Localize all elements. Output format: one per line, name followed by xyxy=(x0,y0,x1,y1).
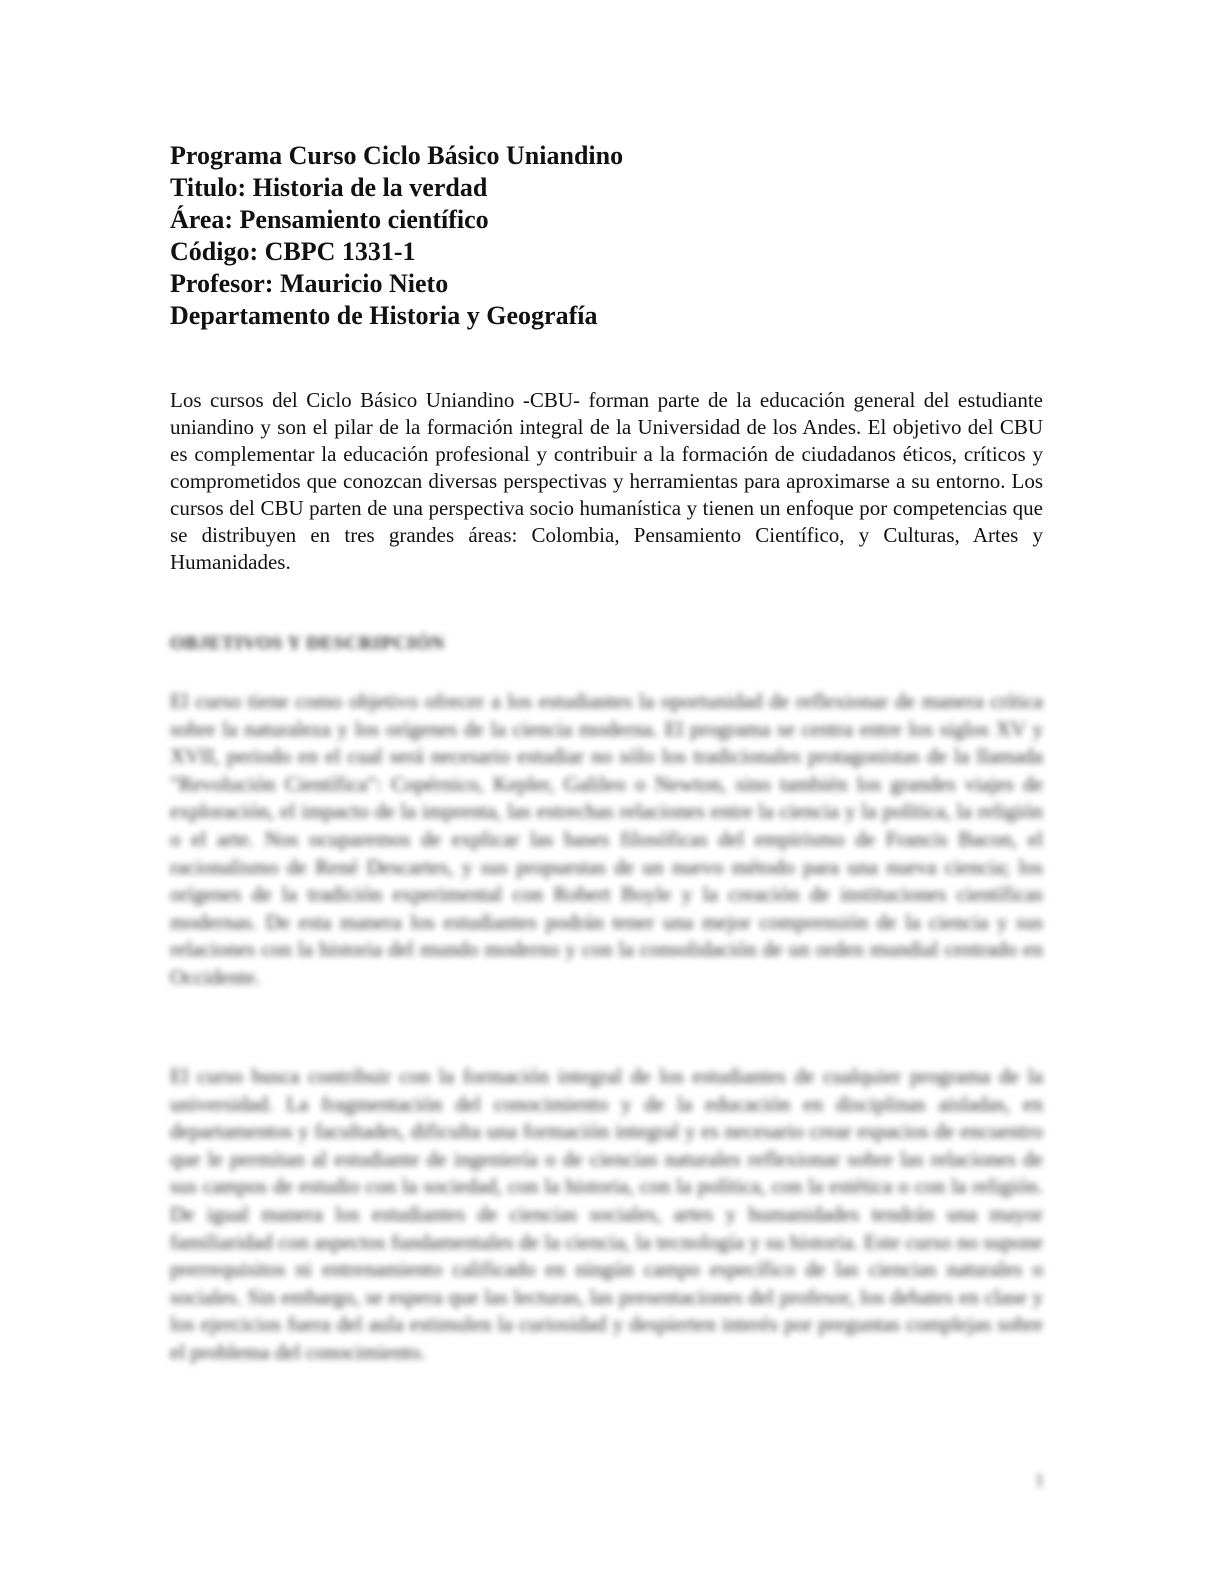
course-professor: Profesor: Mauricio Nieto xyxy=(170,269,449,298)
course-title: Titulo: Historia de la verdad xyxy=(170,173,488,202)
program-title: Programa Curso Ciclo Básico Uniandino xyxy=(170,141,624,170)
description-paragraph-2: El curso busca contribuir con la formación integral de los estudiantes de cualquier programa de la universidad. La fragmentación del conocimiento y de la educación en disciplinas aisladas, en departamentos y facultades, dificulta una formación integral y es necesario crear espacios de encuentro que le permitan al estudiante de ingeniería o de ciencias naturales reflexionar sobre las relaciones de sus campos de estudio con la sociedad, con la historia, con la política, con la estética o con la religión. De igual manera los estudiantes de ciencias sociales, artes y humanidades tendrán una mayor familiaridad con aspectos fundamentales de la ciencia, la tecnología y su historia. Este curso no supone prerrequisitos ni entrenamiento calificado en ningún campo específico de las ciencias naturales o sociales. Sin embargo, se espera que las lecturas, las presentaciones del profesor, los debates en clase y los ejercicios fuera del aula estimulen la curiosidad y despierten interés por preguntas complejas sobre el problema del conocimiento. xyxy=(170,1064,1043,1364)
section-heading: OBJETIVOS Y DESCRIPCIÓN xyxy=(170,633,445,654)
description-paragraph-1: El curso tiene como objetivo ofrecer a los estudiantes la oportunidad de reflexionar de manera crítica sobre la naturaleza y los orígenes de la ciencia moderna. El programa se centra entre los siglos XV y XVII, periodo en el cual será necesario estudiar no sólo los tradicionales protagonistas de la llamada "Revolución Científica": Copérnico, Kepler, Galileo o Newton, sino también los grandes viajes de exploración, el impacto de la imprenta, las estrechas relaciones entre la ciencia y la política, la religión o el arte. Nos ocuparemos de explicar las bases filosóficas del empirismo de Francis Bacon, el racionalismo de René Descartes, y sus propuestas de un nuevo método para una nueva ciencia; los orígenes de la tradición experimental con Robert Boyle y la creación de instituciones científicas modernas. De esta manera los estudiantes podrán tener una mejor comprensión de la ciencia y sus relaciones con la historia del mundo moderno y con la consolidación de un orden mundial centrado en Occidente. xyxy=(170,689,1043,989)
page-number: 1 xyxy=(1035,1470,1044,1490)
course-area: Área: Pensamiento científico xyxy=(170,205,489,234)
course-department: Departamento de Historia y Geografía xyxy=(170,301,598,330)
intro-paragraph: Los cursos del Ciclo Básico Uniandino -CBU- forman parte de la educación general del estudiante uniandino y son el pilar de la formación integral de la Universidad de los Andes. El objetivo del CBU es complementar la educación profesional y contribuir a la formación de ciudadanos éticos, críticos y comprometidos que conozcan diversas perspectivas y herramientas para aproximarse a su entorno. Los cursos del CBU parten de una perspectiva socio humanística y tienen un enfoque por competencias que se distribuyen en tres grandes áreas: Colombia, Pensamiento Científico, y Culturas, Artes y Humanidades. xyxy=(170,388,1043,574)
course-code: Código: CBPC 1331-1 xyxy=(170,237,416,266)
course-header xyxy=(170,140,1050,332)
